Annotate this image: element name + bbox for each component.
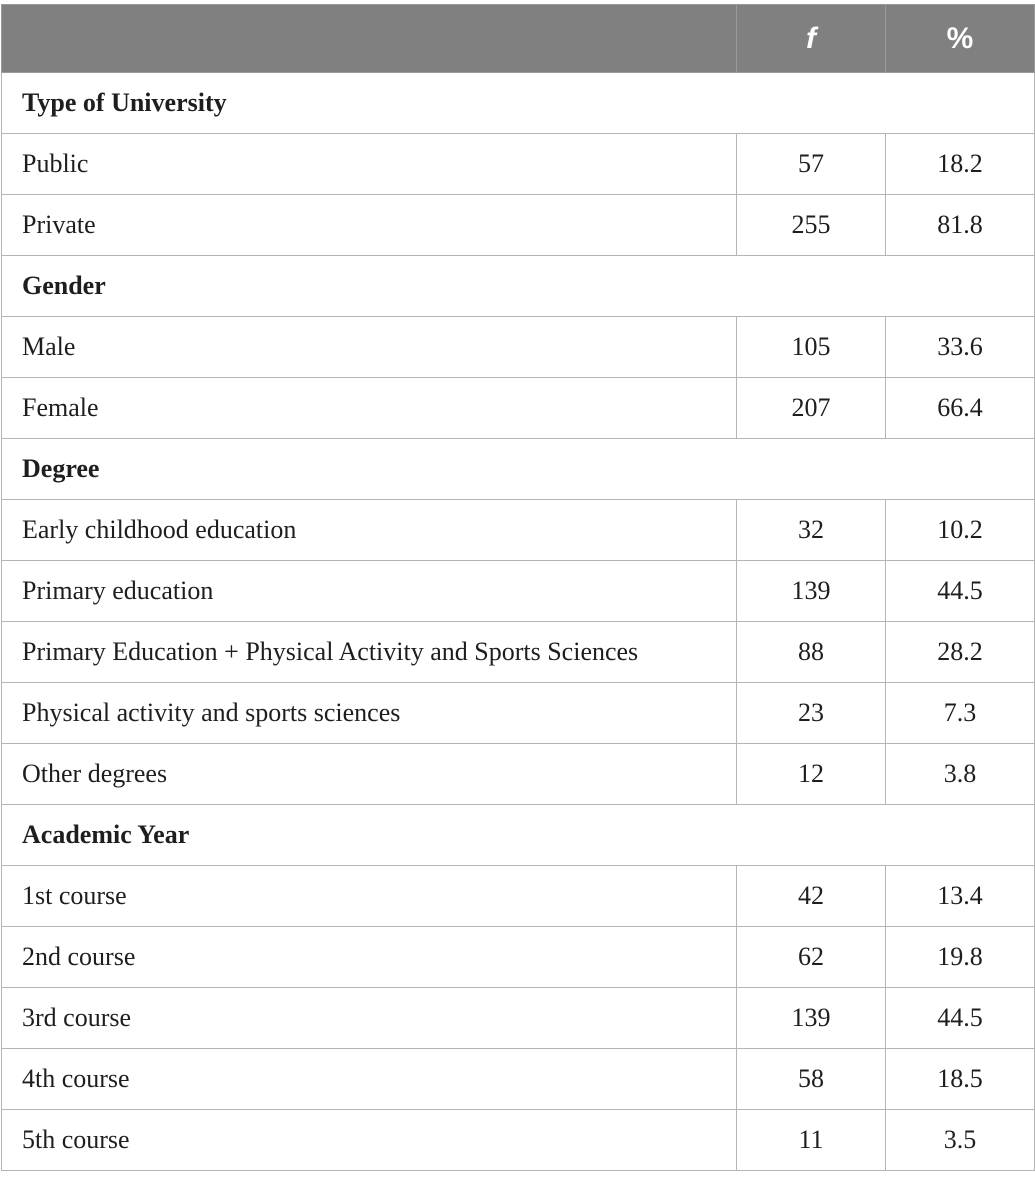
row-f: 32 xyxy=(737,500,886,561)
table-row xyxy=(2,622,1035,683)
row-percent: 3.5 xyxy=(886,1110,1035,1171)
row-percent: 3.8 xyxy=(886,744,1035,805)
section-row xyxy=(2,439,1035,500)
header-label-cell xyxy=(2,5,737,73)
table-row xyxy=(2,317,1035,378)
table-row xyxy=(2,378,1035,439)
section-row xyxy=(2,73,1035,134)
demographics-table xyxy=(1,4,1035,1171)
section-title: Gender xyxy=(2,256,1035,317)
section-title: Degree xyxy=(2,439,1035,500)
row-f: 139 xyxy=(737,988,886,1049)
row-f: 105 xyxy=(737,317,886,378)
row-label: Primary education xyxy=(2,561,737,622)
row-label: Physical activity and sports sciences xyxy=(2,683,737,744)
table-row xyxy=(2,927,1035,988)
row-f: 12 xyxy=(737,744,886,805)
row-f: 62 xyxy=(737,927,886,988)
row-percent: 33.6 xyxy=(886,317,1035,378)
row-percent: 81.8 xyxy=(886,195,1035,256)
table-row xyxy=(2,866,1035,927)
row-label: 2nd course xyxy=(2,927,737,988)
row-label: 5th course xyxy=(2,1110,737,1171)
row-percent: 18.5 xyxy=(886,1049,1035,1110)
table-row xyxy=(2,500,1035,561)
row-f: 57 xyxy=(737,134,886,195)
row-percent: 18.2 xyxy=(886,134,1035,195)
row-f: 42 xyxy=(737,866,886,927)
row-percent: 44.5 xyxy=(886,988,1035,1049)
row-f: 255 xyxy=(737,195,886,256)
row-f: 207 xyxy=(737,378,886,439)
row-f: 11 xyxy=(737,1110,886,1171)
row-label: 3rd course xyxy=(2,988,737,1049)
row-percent: 10.2 xyxy=(886,500,1035,561)
table-row xyxy=(2,988,1035,1049)
row-f: 58 xyxy=(737,1049,886,1110)
table-row xyxy=(2,1049,1035,1110)
section-row xyxy=(2,805,1035,866)
row-label: 1st course xyxy=(2,866,737,927)
row-percent: 66.4 xyxy=(886,378,1035,439)
header-f-cell: f xyxy=(737,5,886,73)
row-label: Public xyxy=(2,134,737,195)
header-percent-cell: % xyxy=(886,5,1035,73)
section-row xyxy=(2,256,1035,317)
table-row xyxy=(2,195,1035,256)
table-body xyxy=(2,73,1035,1171)
table-row xyxy=(2,744,1035,805)
row-label: Private xyxy=(2,195,737,256)
table-row xyxy=(2,1110,1035,1171)
section-title: Academic Year xyxy=(2,805,1035,866)
row-percent: 13.4 xyxy=(886,866,1035,927)
header-row xyxy=(2,5,1035,73)
row-percent: 28.2 xyxy=(886,622,1035,683)
section-title: Type of University xyxy=(2,73,1035,134)
table-row xyxy=(2,683,1035,744)
row-label: Female xyxy=(2,378,737,439)
table-row xyxy=(2,134,1035,195)
row-f: 139 xyxy=(737,561,886,622)
row-label: Male xyxy=(2,317,737,378)
row-label: Other degrees xyxy=(2,744,737,805)
row-label: Early childhood education xyxy=(2,500,737,561)
row-f: 23 xyxy=(737,683,886,744)
table-row xyxy=(2,561,1035,622)
row-percent: 7.3 xyxy=(886,683,1035,744)
row-label: 4th course xyxy=(2,1049,737,1110)
row-label: Primary Education + Physical Activity and Sports Sciences xyxy=(2,622,737,683)
row-f: 88 xyxy=(737,622,886,683)
row-percent: 44.5 xyxy=(886,561,1035,622)
row-percent: 19.8 xyxy=(886,927,1035,988)
